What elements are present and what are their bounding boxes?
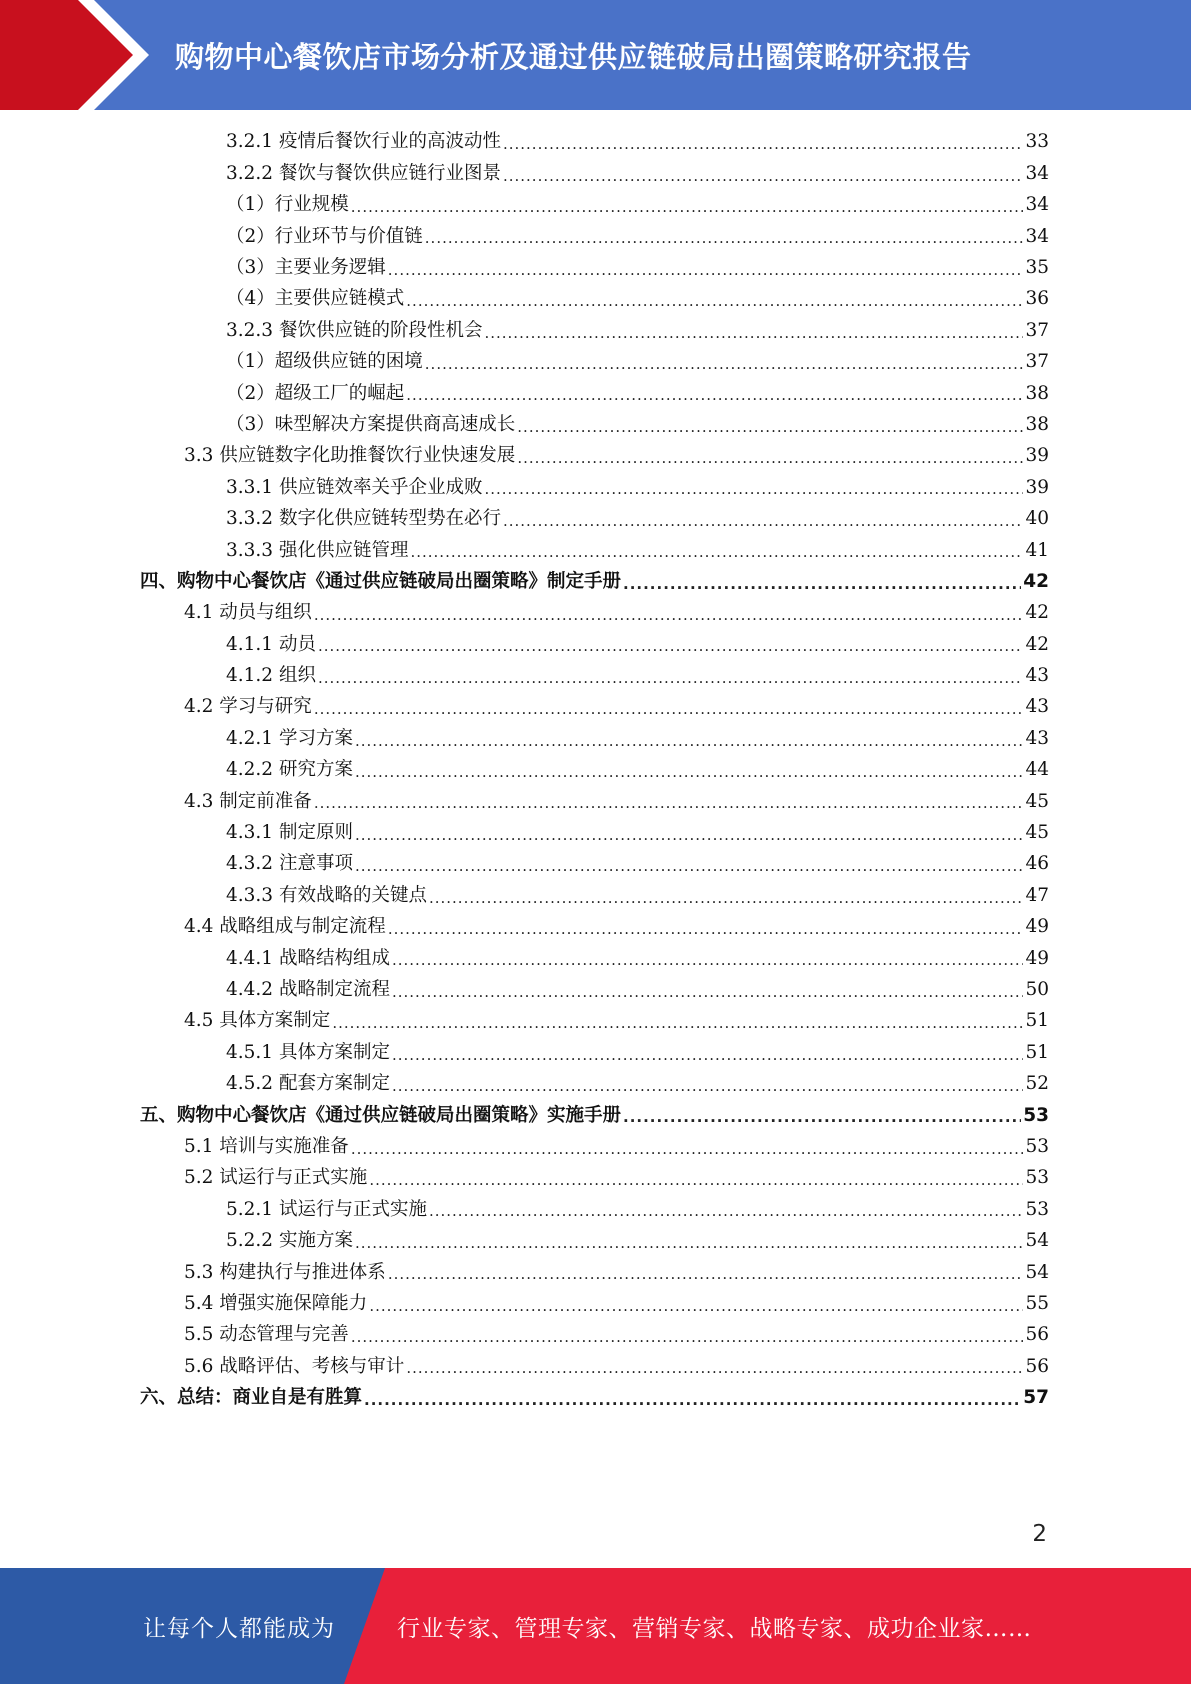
toc-entry-label: 5.4 增强实施保障能力	[184, 1292, 368, 1314]
toc-entry-page: 53	[1023, 1104, 1049, 1126]
toc-dot-leader	[351, 200, 1024, 215]
toc-entry-label: 4.4.2 战略制定流程	[226, 978, 390, 1000]
toc-dot-leader	[623, 1110, 1021, 1125]
toc-entry-page: 43	[1025, 696, 1049, 718]
toc-entry[interactable]	[140, 1320, 1049, 1351]
toc-dot-leader	[355, 828, 1024, 843]
toc-entry[interactable]	[140, 535, 1049, 566]
toc-dot-leader	[623, 577, 1021, 592]
toc-entry-label: 4.2.1 学习方案	[226, 727, 353, 749]
toc-entry-label: （3）味型解决方案提供商高速成长	[226, 413, 516, 435]
toc-entry[interactable]	[140, 1351, 1049, 1382]
toc-entry-page: 50	[1025, 978, 1049, 1000]
toc-entry-page: 37	[1025, 319, 1049, 341]
toc-dot-leader	[318, 639, 1024, 654]
toc-entry-page: 52	[1025, 1073, 1049, 1095]
toc-entry[interactable]	[140, 315, 1049, 346]
toc-entry-label: 4.5.1 具体方案制定	[226, 1041, 390, 1063]
toc-dot-leader	[314, 796, 1024, 811]
toc-entry[interactable]	[140, 1288, 1049, 1319]
toc-entry[interactable]	[140, 1006, 1049, 1037]
toc-dot-leader	[392, 953, 1023, 968]
toc-entry-label: 5.3 构建执行与推进体系	[184, 1261, 386, 1283]
toc-entry-page: 36	[1025, 288, 1049, 310]
toc-entry[interactable]	[140, 786, 1049, 817]
toc-entry-label: 4.1.1 动员	[226, 633, 316, 655]
toc-entry-label: （2）超级工厂的崛起	[226, 382, 405, 404]
toc-entry-label: 4.3.2 注意事项	[226, 853, 353, 875]
toc-dot-leader	[388, 263, 1024, 278]
toc-entry[interactable]	[140, 1226, 1049, 1257]
toc-entry-label: 3.3 供应链数字化助推餐饮行业快速发展	[184, 445, 516, 467]
footer-slogan-right: 行业专家、管理专家、营销专家、战略专家、成功企业家……	[397, 1615, 1032, 1642]
toc-dot-leader	[410, 545, 1023, 560]
toc-entry[interactable]	[140, 723, 1049, 754]
toc-entry-label: （1）超级供应链的困境	[226, 351, 423, 373]
toc-dot-leader	[406, 1361, 1023, 1376]
toc-entry-page: 37	[1025, 351, 1049, 373]
toc-entry[interactable]	[140, 504, 1049, 535]
toc-entry-label: 5.2.2 实施方案	[226, 1230, 353, 1252]
toc-entry-label: 3.2.2 餐饮与餐饮供应链行业图景	[226, 162, 501, 184]
toc-dot-leader	[388, 922, 1024, 937]
toc-entry[interactable]	[140, 849, 1049, 880]
toc-dot-leader	[517, 420, 1023, 435]
toc-entry-page: 46	[1025, 853, 1049, 875]
toc-entry-page: 53	[1025, 1167, 1049, 1189]
toc-dot-leader	[425, 231, 1024, 246]
toc-dot-leader	[369, 1299, 1023, 1314]
toc-entry-label: 5.5 动态管理与完善	[184, 1324, 349, 1346]
toc-dot-leader	[517, 451, 1023, 466]
page-footer	[0, 1568, 1191, 1684]
toc-dot-leader	[503, 169, 1023, 184]
toc-entry[interactable]	[140, 441, 1049, 472]
toc-entry[interactable]	[140, 1037, 1049, 1068]
report-title: 购物中心餐饮店市场分析及通过供应链破局出圈策略研究报告	[175, 39, 972, 74]
page-header	[0, 0, 1191, 110]
toc-entry-label: 4.3.1 制定原则	[226, 822, 353, 844]
footer-slogan-left: 让每个人都能成为	[143, 1615, 335, 1642]
toc-entry-page: 51	[1025, 1010, 1049, 1032]
toc-dot-leader	[425, 357, 1024, 372]
toc-entry-label: 4.2.2 研究方案	[226, 759, 353, 781]
toc-entry-page: 56	[1025, 1324, 1049, 1346]
toc-entry-label: （4）主要供应链模式	[226, 288, 405, 310]
toc-dot-leader	[388, 1267, 1024, 1282]
toc-entry[interactable]	[140, 629, 1049, 660]
toc-entry-label: 四、购物中心餐饮店《通过供应链破局出圈策略》制定手册	[140, 570, 622, 592]
toc-dot-leader	[392, 1048, 1023, 1063]
toc-dot-leader	[369, 1173, 1023, 1188]
table-of-contents	[140, 127, 1049, 1414]
toc-dot-leader	[351, 1142, 1024, 1157]
toc-entry[interactable]	[140, 912, 1049, 943]
toc-dot-leader	[406, 294, 1023, 309]
toc-entry[interactable]	[140, 221, 1049, 252]
toc-dot-leader	[351, 1330, 1024, 1345]
toc-entry-page: 38	[1025, 382, 1049, 404]
toc-entry[interactable]	[140, 880, 1049, 911]
toc-entry-label: 3.3.2 数字化供应链转型势在必行	[226, 508, 501, 530]
toc-entry-label: 5.2.1 试运行与正式实施	[226, 1198, 427, 1220]
toc-entry[interactable]	[140, 378, 1049, 409]
toc-dot-leader	[332, 1016, 1023, 1031]
toc-entry-label: 4.5 具体方案制定	[184, 1010, 331, 1032]
toc-entry-page: 40	[1025, 508, 1049, 530]
toc-entry-page: 42	[1025, 602, 1049, 624]
toc-entry-page: 39	[1025, 476, 1049, 498]
toc-dot-leader	[406, 388, 1023, 403]
toc-entry-label: 4.4 战略组成与制定流程	[184, 916, 386, 938]
toc-entry-page: 54	[1025, 1261, 1049, 1283]
toc-entry-page: 55	[1025, 1292, 1049, 1314]
toc-entry[interactable]	[140, 284, 1049, 315]
toc-entry-page: 35	[1025, 257, 1049, 278]
toc-entry-label: 3.2.1 疫情后餐饮行业的高波动性	[226, 131, 501, 153]
toc-entry[interactable]	[140, 661, 1049, 692]
toc-entry[interactable]	[140, 190, 1049, 221]
toc-entry[interactable]	[140, 127, 1049, 158]
toc-entry-label: 5.1 培训与实施准备	[184, 1135, 349, 1157]
toc-entry-page: 42	[1023, 570, 1049, 592]
toc-dot-leader	[503, 514, 1023, 529]
toc-entry[interactable]	[140, 755, 1049, 786]
toc-entry[interactable]	[140, 1257, 1049, 1288]
toc-entry-label: 4.2 学习与研究	[184, 696, 312, 718]
toc-entry-label: 六、总结：商业自是有胜算	[140, 1387, 363, 1409]
toc-entry-page: 53	[1025, 1135, 1049, 1157]
toc-entry-page: 43	[1025, 665, 1049, 687]
toc-entry-label: 3.3.1 供应链效率关乎企业成败	[226, 476, 483, 498]
toc-entry-page: 39	[1025, 445, 1049, 467]
toc-entry[interactable]	[140, 692, 1049, 723]
toc-entry-label: 4.3.3 有效战略的关键点	[226, 884, 427, 906]
toc-entry[interactable]	[140, 158, 1049, 189]
toc-dot-leader	[318, 671, 1024, 686]
toc-entry[interactable]	[140, 943, 1049, 974]
toc-dot-leader	[314, 702, 1024, 717]
toc-entry-label: 4.3 制定前准备	[184, 790, 312, 812]
toc-entry-page: 45	[1025, 790, 1049, 812]
toc-entry-page: 45	[1025, 822, 1049, 844]
toc-entry-page: 49	[1025, 916, 1049, 938]
toc-entry-page: 56	[1025, 1355, 1049, 1377]
toc-dot-leader	[429, 1204, 1023, 1219]
toc-entry[interactable]	[140, 253, 1049, 284]
toc-entry-page: 54	[1025, 1230, 1049, 1252]
toc-entry[interactable]	[140, 1383, 1049, 1414]
toc-entry-label: （3）主要业务逻辑	[226, 257, 386, 278]
toc-dot-leader	[314, 608, 1024, 623]
toc-entry-label: （2）行业环节与价值链	[226, 225, 423, 247]
toc-entry-label: （1）行业规模	[226, 194, 349, 216]
toc-dot-leader	[429, 891, 1023, 906]
toc-entry-page: 47	[1025, 884, 1049, 906]
toc-dot-leader	[355, 734, 1024, 749]
toc-dot-leader	[392, 1079, 1023, 1094]
toc-entry-label: 4.1.2 组织	[226, 665, 316, 687]
toc-entry-page: 53	[1025, 1198, 1049, 1220]
toc-entry[interactable]	[140, 410, 1049, 441]
toc-entry[interactable]	[140, 1069, 1049, 1100]
toc-entry-page: 41	[1025, 539, 1049, 561]
toc-entry-page: 57	[1023, 1387, 1049, 1409]
toc-entry[interactable]	[140, 1132, 1049, 1163]
toc-dot-leader	[364, 1393, 1021, 1408]
toc-entry-page: 49	[1025, 947, 1049, 969]
toc-dot-leader	[355, 765, 1024, 780]
toc-entry[interactable]	[140, 1194, 1049, 1225]
toc-entry[interactable]	[140, 472, 1049, 503]
toc-entry-page: 34	[1025, 225, 1049, 247]
toc-entry-label: 五、购物中心餐饮店《通过供应链破局出圈策略》实施手册	[140, 1104, 622, 1126]
toc-entry-label: 5.2 试运行与正式实施	[184, 1167, 368, 1189]
toc-entry[interactable]	[140, 818, 1049, 849]
toc-entry[interactable]	[140, 1100, 1049, 1131]
toc-entry[interactable]	[140, 975, 1049, 1006]
toc-entry-label: 5.6 战略评估、考核与审计	[184, 1355, 405, 1377]
toc-entry-label: 3.2.3 餐饮供应链的阶段性机会	[226, 319, 483, 341]
toc-entry-page: 38	[1025, 413, 1049, 435]
header-arrow-decoration	[0, 0, 160, 110]
toc-entry[interactable]	[140, 598, 1049, 629]
toc-dot-leader	[355, 859, 1024, 874]
toc-dot-leader	[355, 1236, 1024, 1251]
toc-entry-page: 51	[1025, 1041, 1049, 1063]
toc-entry-page: 42	[1025, 633, 1049, 655]
toc-entry-label: 4.1 动员与组织	[184, 602, 312, 624]
toc-entry-page: 34	[1025, 162, 1049, 184]
toc-entry-label: 3.3.3 强化供应链管理	[226, 539, 409, 561]
toc-entry[interactable]	[140, 566, 1049, 597]
toc-dot-leader	[503, 137, 1023, 152]
toc-dot-leader	[484, 482, 1023, 497]
toc-entry-page: 34	[1025, 194, 1049, 216]
toc-entry-label: 4.4.1 战略结构组成	[226, 947, 390, 969]
toc-dot-leader	[484, 326, 1023, 341]
toc-entry-label: 4.5.2 配套方案制定	[226, 1073, 390, 1095]
toc-entry-page: 43	[1025, 727, 1049, 749]
toc-entry[interactable]	[140, 1163, 1049, 1194]
toc-entry-page: 33	[1025, 131, 1049, 153]
toc-entry[interactable]	[140, 347, 1049, 378]
page-number: 2	[1032, 1521, 1047, 1547]
toc-dot-leader	[392, 985, 1023, 1000]
toc-entry-page: 44	[1025, 759, 1049, 781]
